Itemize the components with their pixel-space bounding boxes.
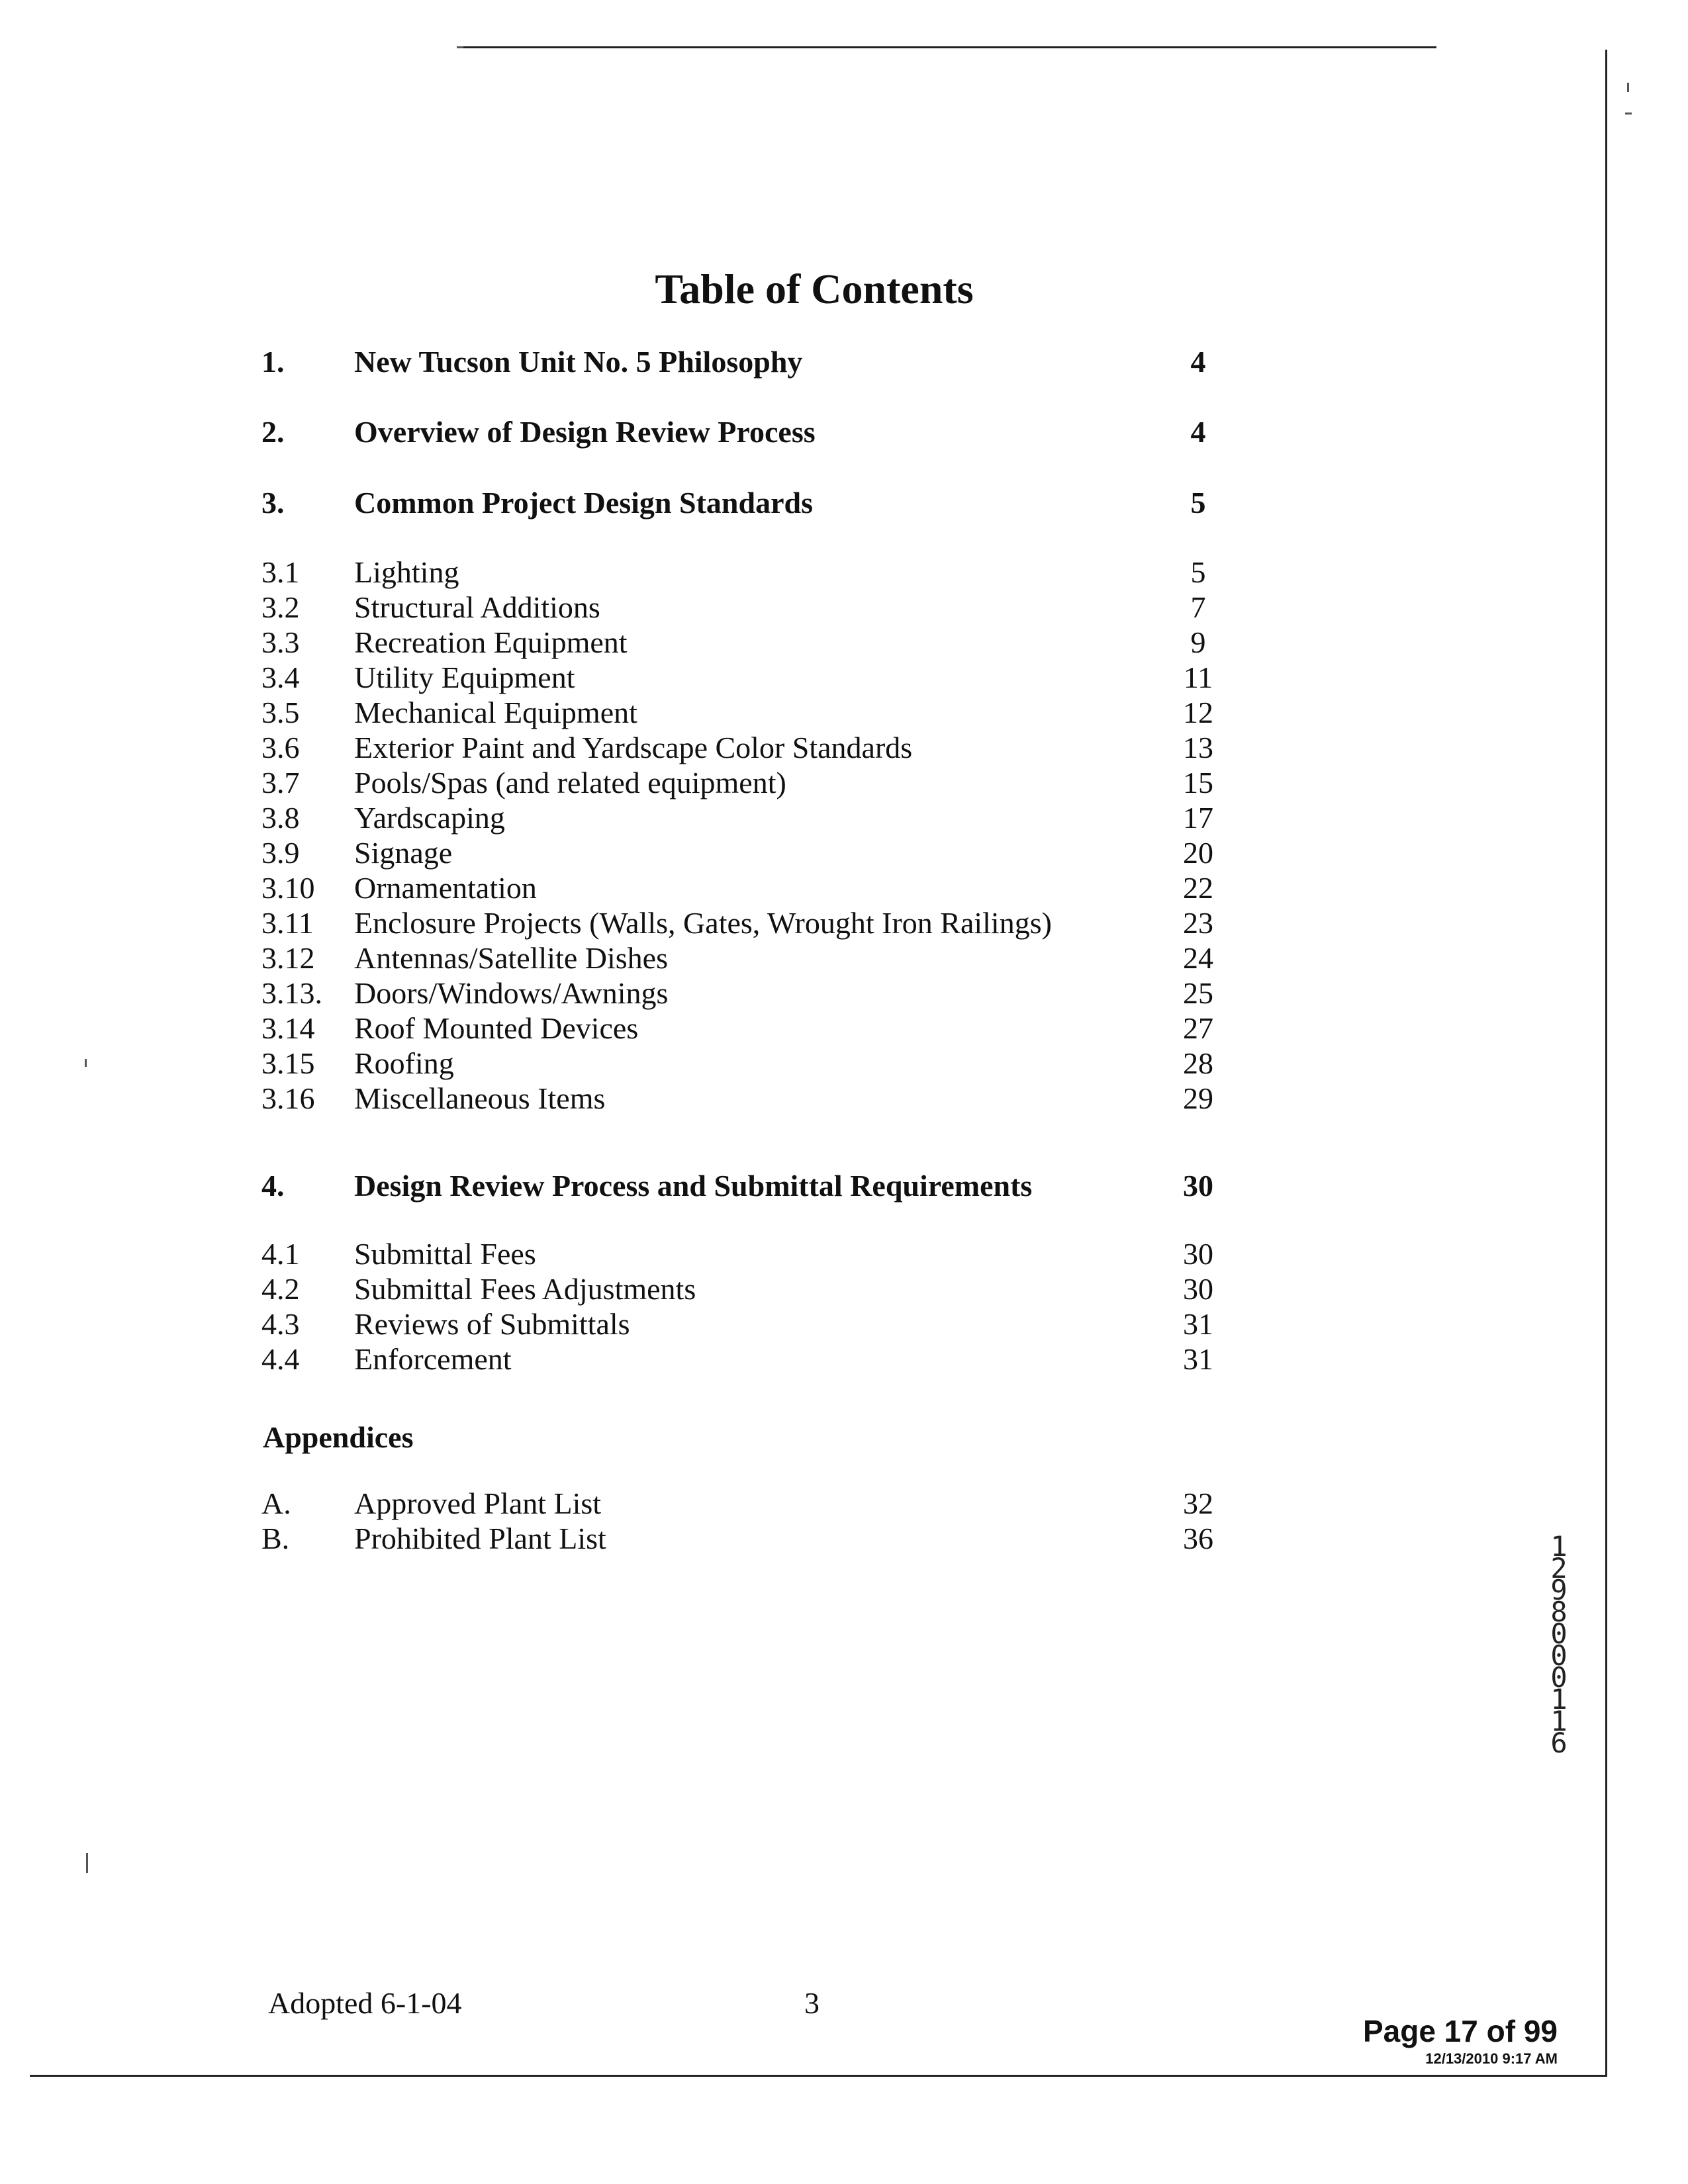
toc-label: Yardscaping — [354, 801, 505, 835]
toc-row-3-16[interactable] — [0, 1081, 1688, 1120]
toc-label: Design Review Process and Submittal Requirements — [354, 1169, 1033, 1203]
toc-row-3-14[interactable] — [0, 1011, 1688, 1050]
toc-row-3-10[interactable] — [0, 870, 1688, 910]
toc-number: 4. — [261, 1169, 285, 1203]
toc-row-4-1[interactable] — [0, 1236, 1688, 1276]
toc-row-3-6[interactable] — [0, 730, 1688, 770]
page-title: Table of Contents — [655, 265, 974, 312]
toc-page: 15 — [1183, 766, 1213, 799]
appendix-letter: B. — [261, 1522, 290, 1555]
toc-row-3-15[interactable] — [0, 1046, 1688, 1085]
toc-row-3-13[interactable] — [0, 976, 1688, 1015]
toc-label: Roof Mounted Devices — [354, 1011, 639, 1045]
toc-row-3-3[interactable] — [0, 625, 1688, 664]
toc-label: Antennas/Satellite Dishes — [354, 941, 668, 975]
toc-label: Exterior Paint and Yardscape Color Standards — [354, 731, 913, 764]
toc-page: 30 — [1183, 1169, 1213, 1203]
toc-page: 11 — [1183, 660, 1213, 694]
toc-label: Enclosure Projects (Walls, Gates, Wrought Iron Railings) — [354, 906, 1052, 940]
footer-adopted-date: Adopted 6-1-04 — [268, 1986, 462, 2020]
toc-number: 3.13. — [261, 976, 322, 1010]
toc-page: 23 — [1183, 906, 1213, 940]
toc-page: 31 — [1183, 1342, 1213, 1376]
toc-number: 3.15 — [261, 1046, 315, 1080]
toc-row-3-5[interactable] — [0, 695, 1688, 735]
toc-row-3-11[interactable] — [0, 905, 1688, 945]
toc-page: 5 — [1190, 555, 1206, 589]
footer-page-number: 3 — [804, 1986, 820, 2020]
toc-page: 25 — [1183, 976, 1213, 1010]
appendix-label: Approved Plant List — [354, 1486, 602, 1520]
toc-number: 3.16 — [261, 1081, 315, 1115]
toc-page: 12 — [1183, 696, 1213, 729]
toc-number: 3.4 — [261, 660, 300, 694]
toc-page: 29 — [1183, 1081, 1213, 1115]
toc-page: 27 — [1183, 1011, 1213, 1045]
stamp-page-count: Page 17 of 99 — [1362, 2014, 1558, 2048]
toc-label: Mechanical Equipment — [354, 696, 637, 729]
toc-row-3-4[interactable] — [0, 660, 1688, 700]
toc-label: Doors/Windows/Awnings — [354, 976, 669, 1010]
appendix-page: 36 — [1183, 1522, 1213, 1555]
toc-row-3-1[interactable] — [0, 555, 1688, 594]
toc-number: 3.6 — [261, 731, 300, 764]
toc-number: 3.10 — [261, 871, 315, 905]
toc-page: 31 — [1183, 1307, 1213, 1341]
toc-label: New Tucson Unit No. 5 Philosophy — [354, 345, 803, 379]
appendix-row-b[interactable] — [0, 1521, 1688, 1561]
toc-label: Recreation Equipment — [354, 625, 628, 659]
toc-number: 4.2 — [261, 1272, 300, 1306]
toc-page: 30 — [1183, 1237, 1213, 1271]
toc-number: 1. — [261, 345, 285, 379]
toc-label: Overview of Design Review Process — [354, 415, 816, 449]
toc-label: Pools/Spas (and related equipment) — [354, 766, 786, 799]
toc-row-3-12[interactable] — [0, 940, 1688, 980]
stamp-datetime: 12/13/2010 9:17 AM — [1425, 2050, 1558, 2067]
toc-row-3-9[interactable] — [0, 835, 1688, 875]
toc-row-3-7[interactable] — [0, 765, 1688, 805]
toc-number: 3. — [261, 486, 285, 520]
side-document-number: 12980 00116 — [1550, 1530, 1568, 1759]
toc-label: Lighting — [354, 555, 459, 589]
toc-page: 20 — [1183, 836, 1213, 870]
toc-number: 3.3 — [261, 625, 300, 659]
toc-number: 3.1 — [261, 555, 300, 589]
appendices-heading: Appendices — [263, 1420, 414, 1454]
appendix-row-a[interactable] — [0, 1486, 1688, 1525]
toc-label: Structural Additions — [354, 590, 600, 624]
toc-row-2[interactable] — [0, 414, 1688, 454]
appendix-letter: A. — [261, 1486, 291, 1520]
toc-row-4[interactable] — [0, 1168, 1688, 1208]
toc-row-1[interactable] — [0, 344, 1688, 384]
toc-row-3[interactable] — [0, 485, 1688, 525]
toc-number: 3.12 — [261, 941, 315, 975]
toc-number: 3.5 — [261, 696, 300, 729]
toc-page: 5 — [1190, 486, 1206, 520]
toc-page: 24 — [1183, 941, 1213, 975]
toc-page: 4 — [1190, 415, 1206, 449]
toc-page: 13 — [1183, 731, 1213, 764]
toc-label: Enforcement — [354, 1342, 512, 1376]
toc-number: 4.1 — [261, 1237, 300, 1271]
toc-number: 3.11 — [261, 906, 314, 940]
toc-page: 22 — [1183, 871, 1213, 905]
toc-number: 3.14 — [261, 1011, 315, 1045]
toc-label: Common Project Design Standards — [354, 486, 813, 520]
toc-label: Submittal Fees — [354, 1237, 536, 1271]
toc-label: Submittal Fees Adjustments — [354, 1272, 696, 1306]
appendix-label: Prohibited Plant List — [354, 1522, 606, 1555]
toc-row-4-3[interactable] — [0, 1306, 1688, 1346]
toc-page: 28 — [1183, 1046, 1213, 1080]
toc-page: 17 — [1183, 801, 1213, 835]
toc-row-4-4[interactable] — [0, 1342, 1688, 1381]
toc-number: 2. — [261, 415, 285, 449]
toc-label: Signage — [354, 836, 453, 870]
toc-label: Utility Equipment — [354, 660, 575, 694]
appendix-page: 32 — [1183, 1486, 1213, 1520]
toc-number: 3.9 — [261, 836, 300, 870]
toc-page: 9 — [1190, 625, 1206, 659]
toc-page: 7 — [1190, 590, 1206, 624]
toc-page: 4 — [1190, 345, 1206, 379]
toc-number: 3.8 — [261, 801, 300, 835]
toc-page: 30 — [1183, 1272, 1213, 1306]
toc-row-3-8[interactable] — [0, 800, 1688, 840]
toc-label: Ornamentation — [354, 871, 537, 905]
toc-number: 3.2 — [261, 590, 300, 624]
toc-label: Roofing — [354, 1046, 454, 1080]
toc-label: Miscellaneous Items — [354, 1081, 606, 1115]
toc-number: 3.7 — [261, 766, 300, 799]
toc-row-4-2[interactable] — [0, 1271, 1688, 1311]
toc-number: 4.3 — [261, 1307, 300, 1341]
toc-label: Reviews of Submittals — [354, 1307, 630, 1341]
toc-number: 4.4 — [261, 1342, 300, 1376]
toc-row-3-2[interactable] — [0, 590, 1688, 629]
